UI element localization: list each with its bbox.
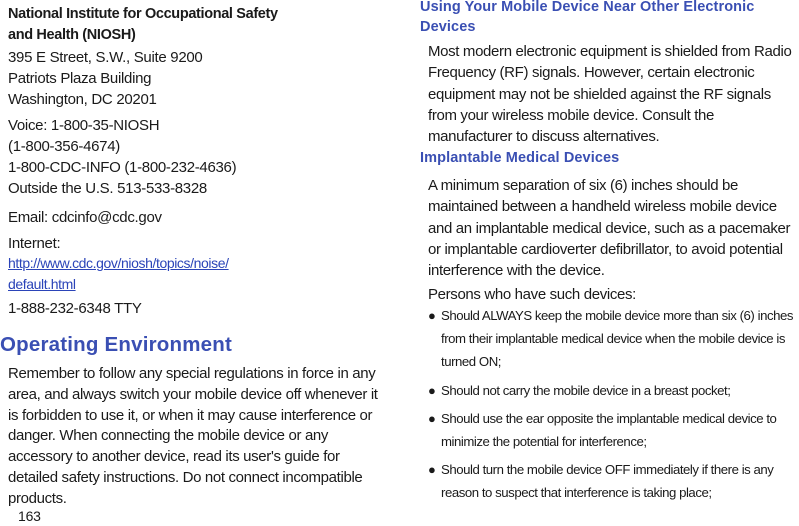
bullet-icon: ● <box>428 462 436 478</box>
list-item <box>428 458 799 504</box>
implantable-devices-text: A minimum separation of six (6) inches should be maintained between a handheld wireless mobile device and an implantable medical device, such as a pacemaker or implantable cardioverter defibrillator, to avoid potential interference with the device. <box>428 177 791 280</box>
phone-line: Voice: 1-800-35-NIOSH <box>8 117 160 134</box>
list-item-text: Should not carry the mobile device in a breast pocket; <box>441 382 731 398</box>
niosh-link[interactable]: http://www.cdc.gov/niosh/topics/noise/ <box>8 255 229 271</box>
operating-environment-text: Remember to follow any special regulations in force in any area, and always switch your mobile device off whenever it is forbidden to use it, or when it may cause interference or danger. When connecting the mobile device or any accessory to another device, read its user's guide for detailed safety instructions. Do not connect incompatible products. <box>8 365 378 507</box>
phone-line: (1-800-356-4674) <box>8 138 120 155</box>
organization-name <box>8 4 308 46</box>
list-item <box>428 407 799 453</box>
list-item-text: Should turn the mobile device OFF immediately if there is any reason to suspect that interference is taking place; <box>441 462 774 501</box>
bullet-icon: ● <box>428 308 436 323</box>
organization-name-line: National Institute for Occupational Safety <box>8 6 278 22</box>
persons-intro: Persons who have such devices: <box>428 286 636 303</box>
bullet-icon: ● <box>428 410 436 426</box>
list-item-text: Should ALWAYS keep the mobile device more than six (6) inches from their implantable medical device when the mobile device is turned ON; <box>441 308 794 370</box>
tty-line: 1-888-232-6348 TTY <box>8 300 142 317</box>
phone-line: 1-800-CDC-INFO (1-800-232-4636) <box>8 159 237 176</box>
internet-label: Internet: <box>8 235 61 252</box>
email-line: Email: cdcinfo@cdc.gov <box>8 209 162 226</box>
address-line: 395 E Street, S.W., Suite 9200 <box>8 49 203 66</box>
section-title-operating-environment: Operating Environment <box>0 333 233 356</box>
electronic-devices-text: Most modern electronic equipment is shielded from Radio Frequency (RF) signals. However, certain electronic equipment may not be shielded against the RF signals from your wireless mobile device. Consult the manufacturer to discuss alternatives. <box>428 43 792 146</box>
list-item-text: Should use the ear opposite the implantable medical device to minimize the potential for interference; <box>441 410 777 450</box>
address-line: Washington, DC 20201 <box>8 91 157 108</box>
address-line: Patriots Plaza Building <box>8 70 152 87</box>
page-number: 163 <box>18 508 41 524</box>
heading-electronic-devices: Using Your Mobile Device Near Other Electronic Devices <box>420 0 755 35</box>
bullet-icon: ● <box>428 382 436 398</box>
precautions-list <box>428 304 799 510</box>
list-item <box>428 304 799 374</box>
heading-implantable-devices: Implantable Medical Devices <box>420 150 620 166</box>
phone-line: Outside the U.S. 513-533-8328 <box>8 180 207 197</box>
list-item <box>428 379 799 402</box>
organization-name-line: and Health (NIOSH) <box>8 27 136 43</box>
niosh-link-continued[interactable]: default.html <box>8 276 76 292</box>
